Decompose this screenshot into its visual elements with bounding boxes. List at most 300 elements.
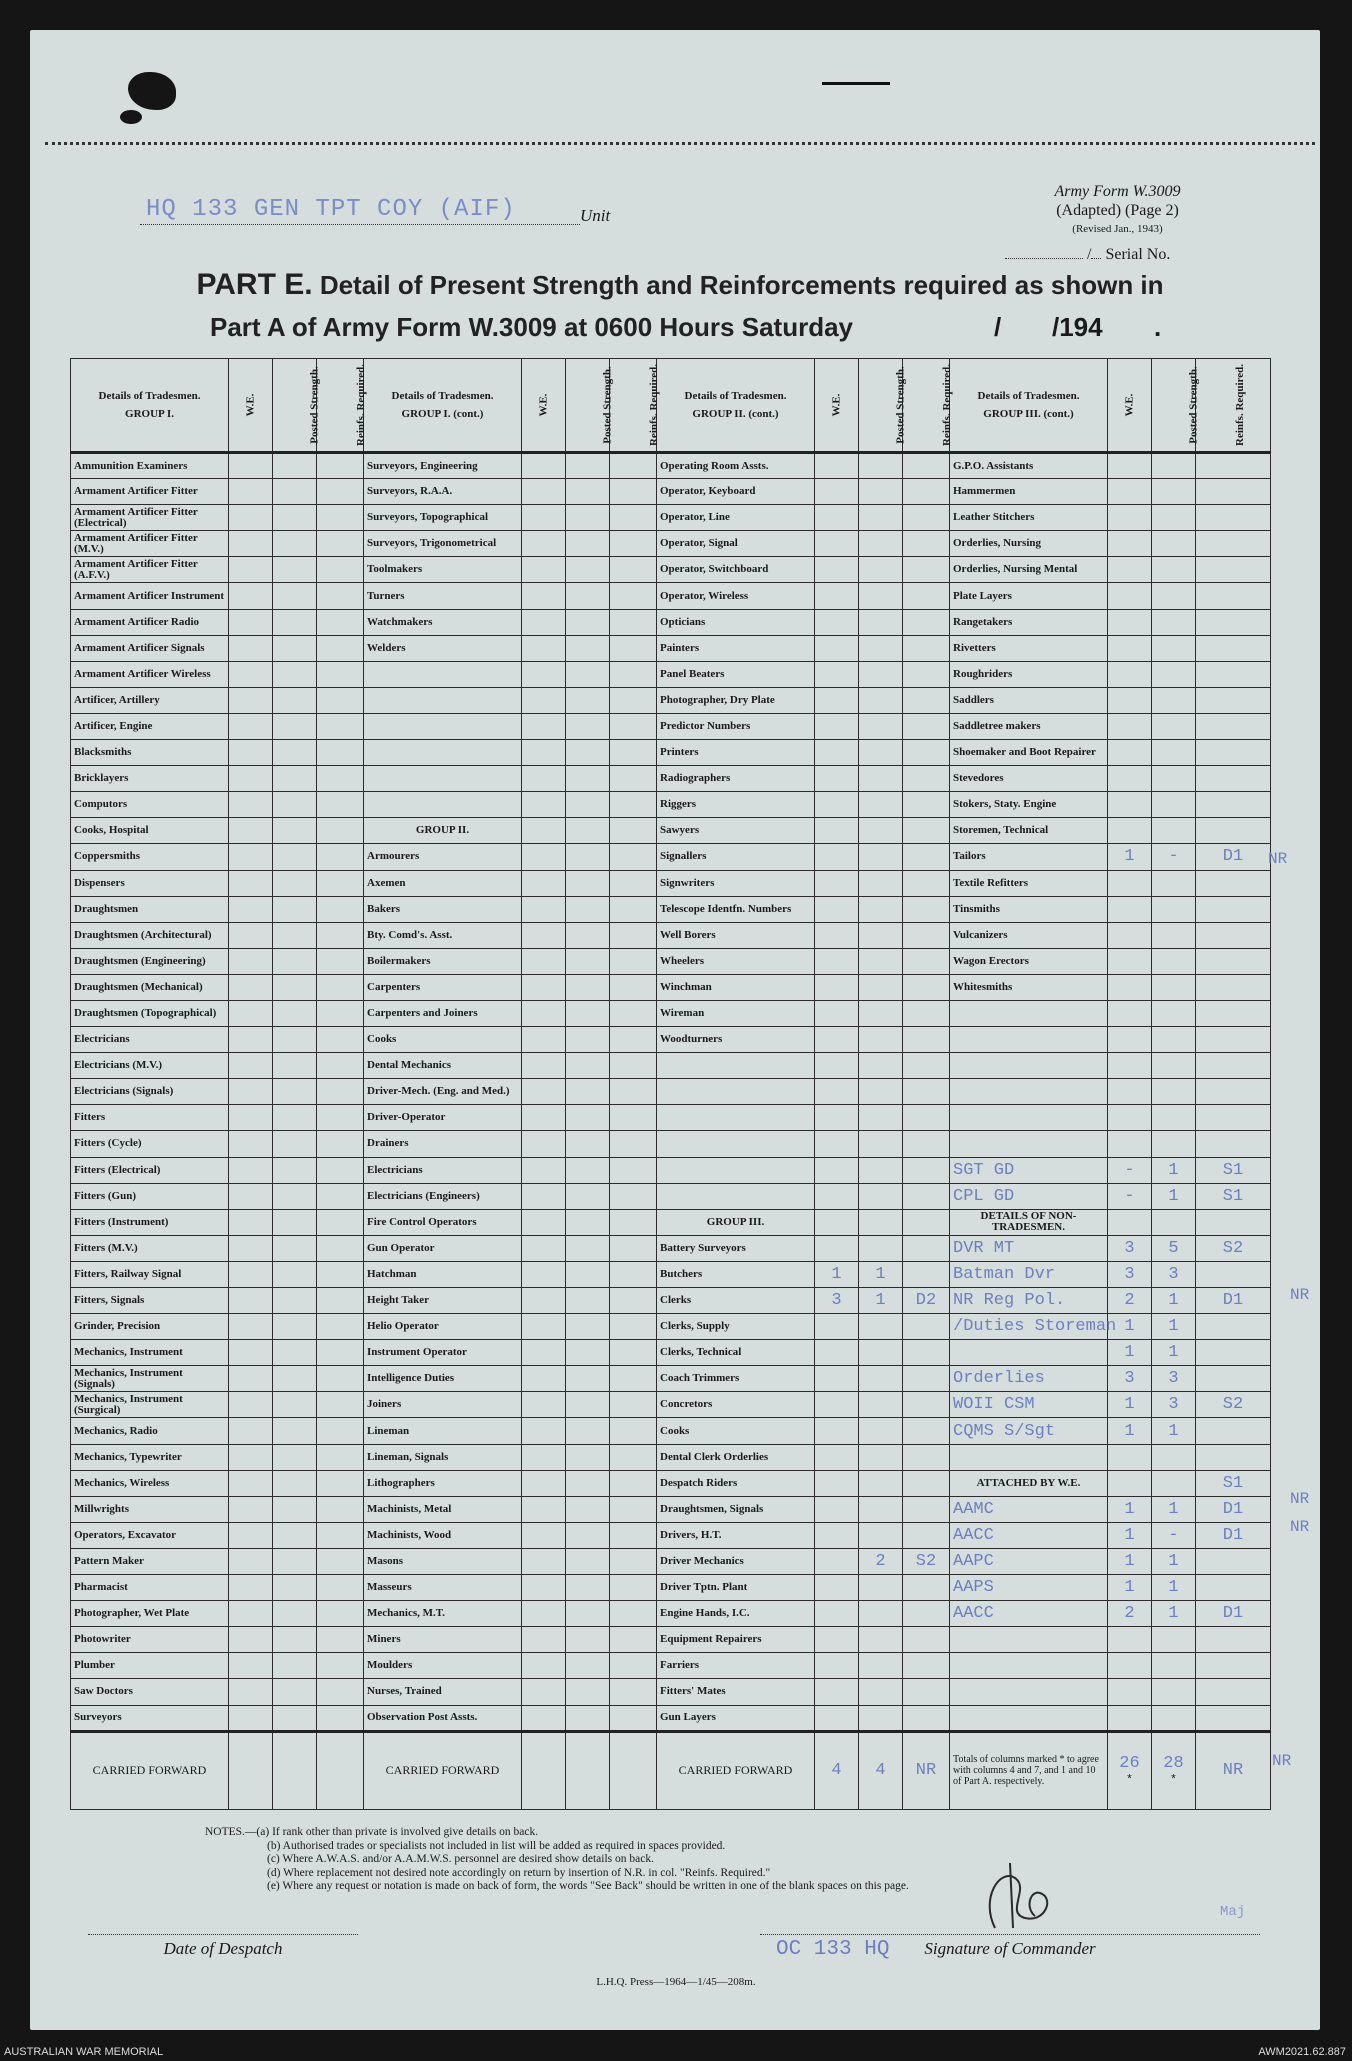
cell-posted — [566, 1548, 610, 1574]
cell-posted — [566, 1340, 610, 1366]
table-row — [71, 1235, 1271, 1261]
form-name: Army Form W.3009 — [1054, 183, 1181, 200]
cell-posted — [859, 1496, 903, 1522]
cell-we — [815, 1079, 859, 1105]
carried-forward-label: CARRIED FORWARD — [71, 1731, 229, 1809]
table-row — [71, 661, 1271, 687]
col-reinfs — [1196, 359, 1271, 453]
cell-reinfs — [1196, 1653, 1271, 1679]
trade-name: Joiners — [364, 1392, 522, 1418]
cell-reinfs — [903, 1496, 950, 1522]
cell-posted — [859, 1653, 903, 1679]
cell-posted — [859, 1418, 903, 1444]
cell-we — [522, 1548, 566, 1574]
cell-reinfs — [1196, 1418, 1271, 1444]
trade-name: Operating Room Assts. — [657, 453, 815, 479]
cell-we — [522, 1470, 566, 1496]
trade-name: Rangetakers — [950, 609, 1108, 635]
trade-name: Instrument Operator — [364, 1340, 522, 1366]
cell-posted — [859, 740, 903, 766]
cell-we — [522, 1418, 566, 1444]
trade-name — [364, 661, 522, 687]
cell-reinfs — [317, 1209, 364, 1235]
table-row — [71, 974, 1271, 1000]
cell-posted — [273, 818, 317, 844]
cell-reinfs — [903, 1053, 950, 1079]
cell-posted — [273, 1261, 317, 1287]
cell-posted: - — [1152, 844, 1196, 870]
total-value: NR — [1222, 1761, 1244, 1781]
col-posted — [859, 359, 907, 453]
cell-posted — [273, 1366, 317, 1392]
cell-reinfs — [1196, 1105, 1271, 1131]
trade-name: Printers — [657, 740, 815, 766]
cell-posted — [273, 766, 317, 792]
trade-name: Gun Operator — [364, 1235, 522, 1261]
trade-name: Operator, Switchboard — [657, 557, 815, 583]
trade-name — [950, 1705, 1108, 1731]
cell-reinfs: D1 — [1196, 1496, 1271, 1522]
cell-posted — [859, 1340, 903, 1366]
trade-name: GROUP II. — [364, 818, 522, 844]
cell-posted — [566, 1470, 610, 1496]
cell-posted — [273, 1079, 317, 1105]
cell-we — [1108, 1627, 1152, 1653]
note-a: NOTES.—(a) If rank other than private is involved give details on back. — [205, 1826, 539, 1838]
cell-we — [815, 583, 859, 609]
cell-reinfs — [610, 1235, 657, 1261]
archive-credit: AUSTRALIAN WAR MEMORIAL — [4, 2046, 164, 2058]
trade-name: Concretors — [657, 1392, 815, 1418]
cell-we — [229, 1235, 273, 1261]
trade-name: Signwriters — [657, 870, 815, 896]
trade-name: Mechanics, Instrument (Signals) — [71, 1366, 229, 1392]
cell-reinfs — [610, 583, 657, 609]
cell-reinfs — [317, 870, 364, 896]
cell-we — [815, 609, 859, 635]
cell-we — [815, 635, 859, 661]
cell-posted — [273, 1000, 317, 1026]
trade-name: Artificer, Artillery — [71, 687, 229, 713]
cell-reinfs — [903, 453, 950, 479]
cell-we: 1 — [1108, 1496, 1152, 1522]
cell-we — [1108, 505, 1152, 531]
cell-we — [229, 948, 273, 974]
cell-posted: 1 — [859, 1261, 903, 1287]
trade-name: Armament Artificer Fitter — [71, 479, 229, 505]
cell-reinfs — [317, 453, 364, 479]
cell-reinfs — [903, 1261, 950, 1287]
cell-reinfs: S2 — [1196, 1392, 1271, 1418]
trade-name: Opticians — [657, 609, 815, 635]
trade-name: Toolmakers — [364, 557, 522, 583]
cell-reinfs — [610, 1027, 657, 1053]
cell-we — [815, 1131, 859, 1157]
cell-we — [815, 1105, 859, 1131]
cell-reinfs — [903, 1183, 950, 1209]
trade-name: AACC — [950, 1522, 1108, 1548]
totals-note: Totals of columns marked * to agree with columns 4 and 7, and 1 and 10 of Part A. respectively. — [950, 1731, 1108, 1809]
trade-name: Predictor Numbers — [657, 713, 815, 739]
cell-posted — [859, 1027, 903, 1053]
cell-posted — [859, 583, 903, 609]
title-year: /194 — [1052, 312, 1103, 342]
cell-posted — [566, 1418, 610, 1444]
cell-we — [1108, 479, 1152, 505]
cell-we — [1108, 870, 1152, 896]
cell-reinfs — [610, 922, 657, 948]
cell-we — [522, 1522, 566, 1548]
cell-we — [815, 1496, 859, 1522]
cell-posted — [273, 1340, 317, 1366]
cell-posted — [273, 1183, 317, 1209]
cell-posted — [273, 844, 317, 870]
trade-name — [950, 1340, 1108, 1366]
cell-posted — [859, 713, 903, 739]
col-we — [815, 359, 859, 453]
cell-posted — [273, 1705, 317, 1731]
table-row — [71, 1653, 1271, 1679]
cell-posted — [273, 1627, 317, 1653]
trade-name: Cooks, Hospital — [71, 818, 229, 844]
trade-name: Plate Layers — [950, 583, 1108, 609]
cell-reinfs — [610, 1653, 657, 1679]
cell-we — [1108, 896, 1152, 922]
col-reinfs — [610, 359, 660, 453]
table-row — [71, 1522, 1271, 1548]
cell-posted — [273, 1235, 317, 1261]
cell-posted — [1152, 713, 1196, 739]
trade-name: Operator, Line — [657, 505, 815, 531]
trade-name: Mechanics, Instrument — [71, 1340, 229, 1366]
cell-posted — [566, 792, 610, 818]
cell-we — [522, 713, 566, 739]
cell-reinfs — [1196, 1131, 1271, 1157]
trade-name — [950, 1053, 1108, 1079]
cell-posted — [1152, 1679, 1196, 1705]
cell-we — [815, 974, 859, 1000]
title-slash: / — [994, 312, 1002, 342]
cell-reinfs — [610, 713, 657, 739]
details-header — [71, 359, 229, 453]
cell-posted: 1 — [1152, 1340, 1196, 1366]
cell-we — [522, 661, 566, 687]
trade-name: Driver Tptn. Plant — [657, 1575, 815, 1601]
cell-we — [229, 1392, 273, 1418]
cell-posted: 2 — [859, 1548, 903, 1574]
trade-name: Turners — [364, 583, 522, 609]
cell-we — [522, 479, 566, 505]
cell-reinfs — [317, 1575, 364, 1601]
cell-posted — [273, 1105, 317, 1131]
cell-posted — [566, 609, 610, 635]
cell-posted — [273, 1131, 317, 1157]
cell-reinfs — [903, 1209, 950, 1235]
trade-name: Well Borers — [657, 922, 815, 948]
total-reinfs — [317, 1731, 364, 1809]
cell-reinfs: D1 — [1196, 1522, 1271, 1548]
table-row — [71, 1261, 1271, 1287]
title-line-1 — [150, 268, 1210, 302]
cell-we — [1108, 557, 1152, 583]
cell-posted — [1152, 922, 1196, 948]
trade-name: Lineman — [364, 1418, 522, 1444]
col-reinfs — [317, 359, 367, 453]
cell-we — [522, 1314, 566, 1340]
cell-reinfs — [610, 1105, 657, 1131]
details-of-tradesmen: Details of Tradesmen. — [98, 390, 201, 402]
trade-name: Mechanics, M.T. — [364, 1601, 522, 1627]
cell-posted — [273, 974, 317, 1000]
cell-we — [815, 1000, 859, 1026]
cell-we — [815, 1340, 859, 1366]
cell-posted — [566, 1705, 610, 1731]
table-row — [71, 1053, 1271, 1079]
cell-we — [1108, 818, 1152, 844]
cell-reinfs — [610, 531, 657, 557]
cell-posted — [273, 661, 317, 687]
cell-reinfs — [317, 479, 364, 505]
trade-name: Hatchman — [364, 1261, 522, 1287]
cell-we — [229, 1288, 273, 1314]
cell-reinfs — [903, 896, 950, 922]
cell-we — [229, 1366, 273, 1392]
cell-reinfs — [317, 922, 364, 948]
cell-we — [815, 1705, 859, 1731]
cell-we — [229, 1105, 273, 1131]
cell-posted — [1152, 531, 1196, 557]
cell-reinfs — [903, 1366, 950, 1392]
cell-posted — [1152, 1079, 1196, 1105]
cell-posted — [859, 453, 903, 479]
cell-posted — [273, 1209, 317, 1235]
cell-reinfs — [610, 1131, 657, 1157]
cell-posted — [859, 1601, 903, 1627]
cell-reinfs — [1196, 557, 1271, 583]
total-star: * — [1125, 1773, 1134, 1788]
trade-name: Photographer, Wet Plate — [71, 1601, 229, 1627]
cell-posted — [566, 1209, 610, 1235]
trade-name: Coach Trimmers — [657, 1366, 815, 1392]
cell-posted — [566, 557, 610, 583]
cell-reinfs — [317, 1601, 364, 1627]
trade-name — [657, 1053, 815, 1079]
cell-posted — [859, 505, 903, 531]
cell-posted — [1152, 635, 1196, 661]
cell-reinfs — [610, 453, 657, 479]
notes — [205, 1826, 909, 1894]
signature-of-commander: Signature of Commander — [760, 1934, 1260, 1959]
trade-name: Mechanics, Instrument (Surgical) — [71, 1392, 229, 1418]
cell-we — [815, 1418, 859, 1444]
cell-posted — [273, 1679, 317, 1705]
cell-reinfs — [317, 505, 364, 531]
trade-name: WOII CSM — [950, 1392, 1108, 1418]
trade-name: Electricians — [71, 1027, 229, 1053]
cell-posted — [273, 713, 317, 739]
cell-posted — [566, 896, 610, 922]
table-row — [71, 1079, 1271, 1105]
cell-posted: 1 — [1152, 1418, 1196, 1444]
cell-posted — [273, 1601, 317, 1627]
cell-reinfs: S1 — [1196, 1183, 1271, 1209]
table-row — [71, 583, 1271, 609]
cell-posted — [1152, 1105, 1196, 1131]
cell-we — [522, 1131, 566, 1157]
cell-posted — [273, 896, 317, 922]
cell-posted — [566, 844, 610, 870]
trade-name: Carpenters and Joiners — [364, 1000, 522, 1026]
col-reinfs-label: Reinfs. Required. — [648, 364, 660, 446]
trade-name: Driver-Mech. (Eng. and Med.) — [364, 1079, 522, 1105]
cell-we: 3 — [1108, 1235, 1152, 1261]
trade-name: Electricians (M.V.) — [71, 1053, 229, 1079]
cell-we — [1108, 687, 1152, 713]
trade-name: Bty. Comd's. Asst. — [364, 922, 522, 948]
table-row — [71, 1131, 1271, 1157]
cell-reinfs — [610, 1470, 657, 1496]
cell-reinfs — [903, 870, 950, 896]
trade-name: CQMS S/Sgt — [950, 1418, 1108, 1444]
cell-posted — [273, 1522, 317, 1548]
cell-reinfs — [317, 1366, 364, 1392]
trade-name: Equipment Repairers — [657, 1627, 815, 1653]
cell-posted — [1152, 1705, 1196, 1731]
trade-name: Fitters, Railway Signal — [71, 1261, 229, 1287]
cell-we — [1108, 1131, 1152, 1157]
cell-we — [229, 557, 273, 583]
cell-reinfs — [317, 1340, 364, 1366]
cell-reinfs — [1196, 583, 1271, 609]
trade-name: Draughtsmen (Architectural) — [71, 922, 229, 948]
cell-posted — [859, 1444, 903, 1470]
cell-we — [522, 1209, 566, 1235]
cell-we: 3 — [1108, 1366, 1152, 1392]
trade-name: Clerks, Technical — [657, 1340, 815, 1366]
cell-we — [815, 1392, 859, 1418]
cell-reinfs: D1 — [1196, 1601, 1271, 1627]
trade-name: Dispensers — [71, 870, 229, 896]
cell-we — [522, 1575, 566, 1601]
cell-posted — [273, 479, 317, 505]
trade-name: Armament Artificer Instrument — [71, 583, 229, 609]
cell-we — [1108, 453, 1152, 479]
cell-reinfs — [610, 1548, 657, 1574]
cell-we — [522, 1340, 566, 1366]
cell-reinfs — [317, 792, 364, 818]
trade-name: Surveyors, R.A.A. — [364, 479, 522, 505]
cell-reinfs: S2 — [903, 1548, 950, 1574]
trade-name: Nurses, Trained — [364, 1679, 522, 1705]
trade-name: Batman Dvr — [950, 1261, 1108, 1287]
cell-reinfs — [903, 1444, 950, 1470]
cell-we: 3 — [815, 1288, 859, 1314]
cell-posted — [859, 844, 903, 870]
total-we: 4 — [815, 1731, 859, 1809]
group-label: GROUP I. (cont.) — [401, 408, 484, 420]
header-row — [71, 359, 1271, 453]
cell-reinfs — [317, 1627, 364, 1653]
cell-reinfs — [1196, 1366, 1271, 1392]
cell-we — [1108, 1679, 1152, 1705]
cell-posted — [273, 740, 317, 766]
cell-posted — [566, 1653, 610, 1679]
cell-reinfs — [1196, 896, 1271, 922]
trade-name: Clerks, Supply — [657, 1314, 815, 1340]
col-reinfs-label: Reinfs. Required. — [1234, 364, 1246, 446]
cell-reinfs — [317, 1548, 364, 1574]
cell-reinfs — [903, 1418, 950, 1444]
cell-posted — [273, 792, 317, 818]
title-line-1-text: Detail of Present Strength and Reinforcements required as shown in — [319, 270, 1164, 300]
col-posted-label: Posted Strength. — [308, 366, 321, 444]
trade-name: Driver-Operator — [364, 1105, 522, 1131]
trade-name: Painters — [657, 635, 815, 661]
cell-we — [229, 1470, 273, 1496]
cell-reinfs — [317, 1053, 364, 1079]
cell-posted — [566, 1157, 610, 1183]
cell-posted — [1152, 1209, 1196, 1235]
cell-we: 1 — [1108, 1575, 1152, 1601]
cell-reinfs — [317, 1027, 364, 1053]
carried-forward-label: CARRIED FORWARD — [364, 1731, 522, 1809]
cell-reinfs — [610, 740, 657, 766]
cell-posted — [1152, 974, 1196, 1000]
cell-posted — [1152, 1470, 1196, 1496]
cell-reinfs — [903, 661, 950, 687]
cell-posted — [566, 1314, 610, 1340]
cell-we — [1108, 1653, 1152, 1679]
trade-name: Operator, Signal — [657, 531, 815, 557]
trade-name: Bricklayers — [71, 766, 229, 792]
commander-signature — [975, 1858, 1065, 1938]
top-rule — [822, 82, 890, 85]
cell-reinfs — [1196, 1627, 1271, 1653]
cell-we — [815, 531, 859, 557]
cell-posted — [273, 453, 317, 479]
cell-posted — [566, 531, 610, 557]
form-identifier — [1000, 182, 1235, 239]
table-row — [71, 1000, 1271, 1026]
cell-reinfs — [317, 948, 364, 974]
note-b: (b) Authorised trades or specialists not included in list will be added as required in spaces provided. — [267, 1839, 726, 1852]
cell-posted — [273, 1575, 317, 1601]
cell-posted — [273, 1027, 317, 1053]
cell-reinfs — [317, 1705, 364, 1731]
cell-we — [815, 1522, 859, 1548]
cell-posted — [566, 1496, 610, 1522]
cell-we — [229, 1027, 273, 1053]
cell-we — [229, 1653, 273, 1679]
cell-posted — [1152, 740, 1196, 766]
cell-posted — [859, 1235, 903, 1261]
cell-posted — [566, 1027, 610, 1053]
cell-reinfs: S1 — [1196, 1470, 1271, 1496]
cell-posted — [566, 948, 610, 974]
cell-reinfs — [903, 948, 950, 974]
cell-reinfs — [1196, 818, 1271, 844]
cell-reinfs — [317, 1288, 364, 1314]
cell-we — [522, 896, 566, 922]
trade-name: Textile Refitters — [950, 870, 1108, 896]
cell-posted — [273, 609, 317, 635]
cell-posted — [566, 687, 610, 713]
trade-name: GROUP III. — [657, 1209, 815, 1235]
cell-we — [815, 1627, 859, 1653]
nr-mark: NR — [1268, 850, 1288, 868]
nr-mark: NR — [1290, 1286, 1310, 1304]
cell-reinfs — [1196, 1548, 1271, 1574]
